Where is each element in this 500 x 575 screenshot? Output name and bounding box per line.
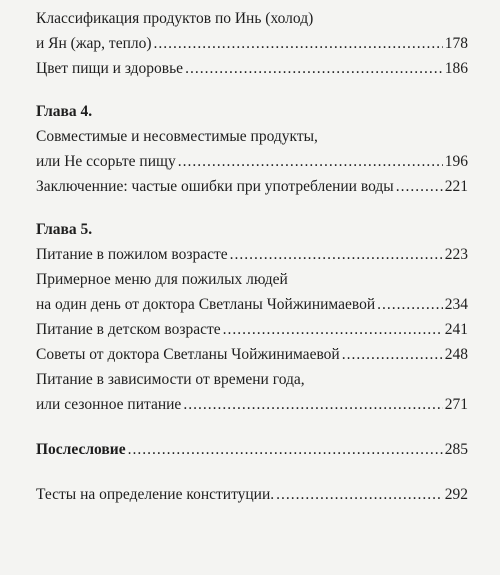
dot-leader xyxy=(185,56,443,81)
dot-leader xyxy=(178,149,443,174)
toc-entry xyxy=(36,482,468,507)
toc-entry-title: Питание в зависимости от времени года, xyxy=(36,371,305,388)
toc-entry-title: Примерное меню для пожилых людей xyxy=(36,271,288,288)
toc-entry-title: Заключенние: частые ошибки при употреблении воды xyxy=(36,178,394,195)
toc-entry-page: 186 xyxy=(444,60,468,77)
chapter-heading: Глава 5. xyxy=(36,221,93,238)
toc-entry xyxy=(36,149,468,174)
toc-entry xyxy=(36,174,468,199)
toc-entry-title: Питание в пожилом возрасте xyxy=(36,246,228,263)
toc-entry-page: 241 xyxy=(444,321,468,338)
dot-leader xyxy=(276,482,443,507)
toc-entry xyxy=(36,437,468,462)
toc-entry-title: и Ян (жар, тепло) xyxy=(36,35,152,52)
dot-leader xyxy=(183,392,442,417)
toc-entry-title: Классификация продуктов по Инь (холод) xyxy=(36,10,314,27)
dot-leader xyxy=(128,437,443,462)
toc-entry xyxy=(36,317,468,342)
toc-entry-title: Питание в детском возрасте xyxy=(36,321,221,338)
toc-entry-title: на один день от доктора Светланы Чойжинимаевой xyxy=(36,296,376,313)
toc-entry xyxy=(36,56,468,81)
toc-entry-page: 196 xyxy=(444,153,468,170)
toc-entry-title: Советы от доктора Светланы Чойжинимаевой xyxy=(36,346,340,363)
dot-leader xyxy=(342,342,443,367)
toc-entry xyxy=(36,392,468,417)
toc-entry xyxy=(36,31,468,56)
toc-entry-title: Совместимые и несовместимые продукты, xyxy=(36,128,318,145)
dot-leader xyxy=(230,242,443,267)
toc-entry-title: или Не ссорьте пищу xyxy=(36,153,176,170)
toc-entry-page: 221 xyxy=(444,178,468,195)
dot-leader xyxy=(223,317,443,342)
toc-entry xyxy=(36,367,468,392)
toc-entry xyxy=(36,292,468,317)
toc-entry xyxy=(36,6,468,31)
toc-entry-title: Послесловие xyxy=(36,441,126,458)
toc-entry xyxy=(36,342,468,367)
chapter-heading: Глава 4. xyxy=(36,103,93,120)
dot-leader xyxy=(154,31,443,56)
toc-entry-page: 285 xyxy=(444,441,468,458)
dot-leader xyxy=(396,174,443,199)
toc-entry-page: 234 xyxy=(444,296,468,313)
toc-entry-page: 292 xyxy=(444,486,468,503)
table-of-contents xyxy=(36,6,468,507)
dot-leader xyxy=(377,292,443,317)
toc-entry-page: 248 xyxy=(444,346,468,363)
toc-entry xyxy=(36,242,468,267)
toc-entry xyxy=(36,267,468,292)
toc-entry-page: 271 xyxy=(444,396,468,413)
toc-entry-title: или сезонное питание xyxy=(36,396,182,413)
toc-entry-page: 178 xyxy=(444,35,468,52)
toc-entry-title: Цвет пищи и здоровье xyxy=(36,60,184,77)
toc-entry xyxy=(36,124,468,149)
toc-entry-title: Тесты на определение конституции. xyxy=(36,486,275,503)
toc-entry-page: 223 xyxy=(444,246,468,263)
